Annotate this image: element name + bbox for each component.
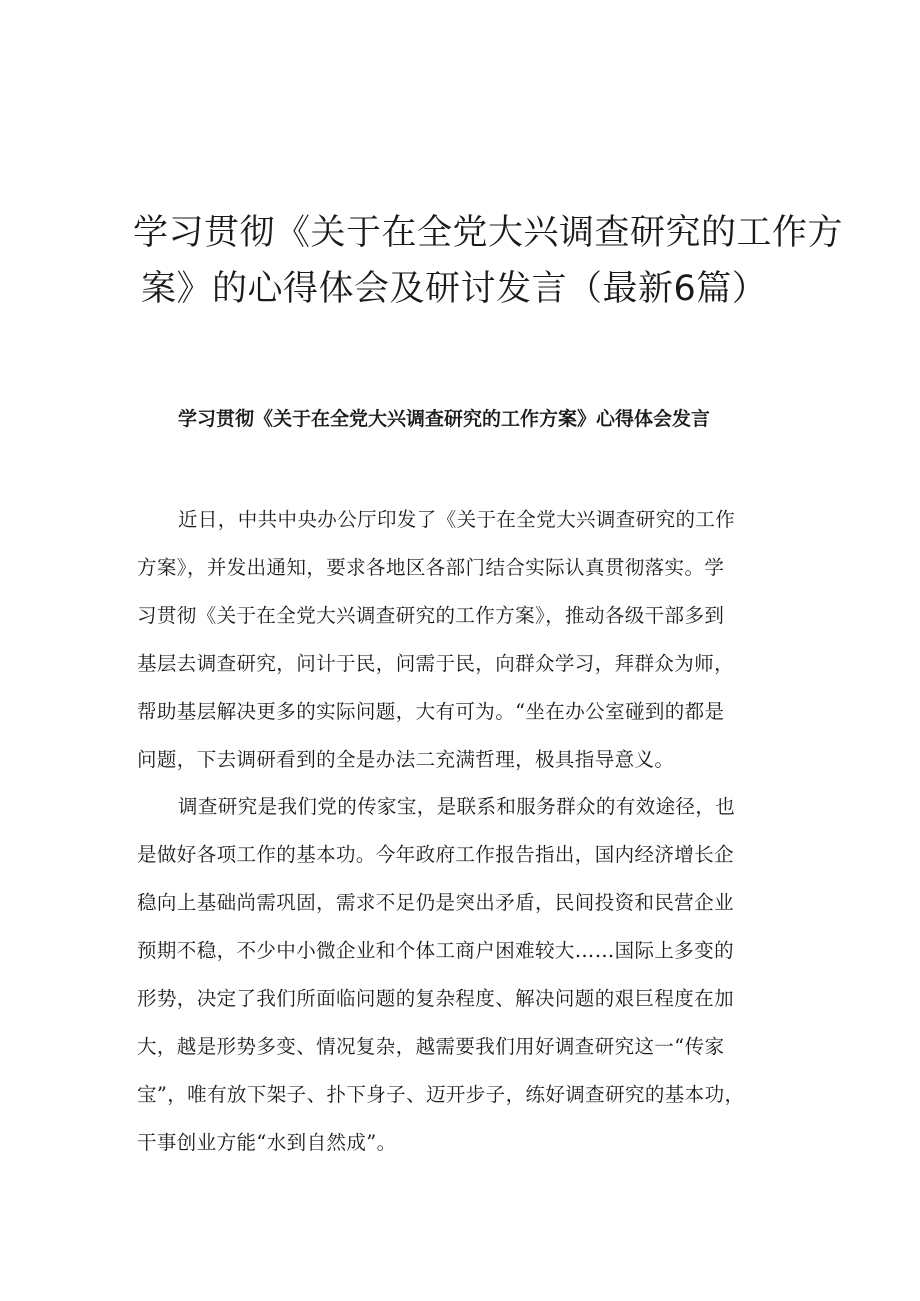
paragraph-2-line-6: 大，越是形势多变、情况复杂，越需要我们用好调查研究这一“传家 bbox=[137, 1035, 725, 1058]
paragraph-1-line-3: 习贯彻《关于在全党大兴调查研究的工作方案》，推动各级干部多到 bbox=[137, 604, 725, 627]
document-title-line-1: 学习贯彻《关于在全党大兴调查研究的工作方 bbox=[133, 213, 844, 253]
paragraph-2-line-1: 调查研究是我们党的传家宝，是联系和服务群众的有效途径，也 bbox=[178, 795, 736, 818]
paragraph-1 bbox=[137, 496, 817, 784]
paragraph-2-line-8: 干事创业方能“水到自然成”。 bbox=[137, 1131, 397, 1154]
paragraph-1-line-1: 近日，中共中央办公厅印发了《关于在全党大兴调查研究的工作 bbox=[178, 508, 736, 531]
paragraph-2-line-5: 形势，决定了我们所面临问题的复杂程度、解决问题的艰巨程度在加 bbox=[137, 987, 735, 1010]
paragraph-2-line-7: 宝”，唯有放下架子、扑下身子、迈开步子，练好调查研究的基本功， bbox=[137, 1083, 745, 1106]
section-heading: 学习贯彻《关于在全党大兴调查研究的工作方案》心得体会发言 bbox=[178, 408, 711, 430]
paragraph-2 bbox=[137, 783, 817, 1167]
paragraph-1-line-4: 基层去调查研究，问计于民，问需于民，向群众学习，拜群众为师， bbox=[137, 652, 735, 675]
paragraph-1-line-5: 帮助基层解决更多的实际问题，大有可为。“坐在办公室碰到的都是 bbox=[137, 700, 725, 723]
paragraph-1-line-6: 问题，下去调研看到的全是办法二充满哲理，极具指导意义。 bbox=[137, 748, 675, 771]
paragraph-2-line-3: 稳向上基础尚需巩固，需求不足仍是突出矛盾，民间投资和民营企业 bbox=[137, 891, 735, 914]
document-title-line-2: 案》的心得体会及研讨发言（最新6篇） bbox=[141, 269, 768, 309]
paragraph-2-line-2: 是做好各项工作的基本功。今年政府工作报告指出，国内经济增长企 bbox=[137, 843, 735, 866]
paragraph-2-line-4: 预期不稳，不少中小微企业和个体工商户困难较大……国际上多变的 bbox=[137, 939, 735, 962]
paragraph-1-line-2: 方案》，并发出通知，要求各地区各部门结合实际认真贯彻落实。学 bbox=[137, 556, 725, 579]
document-title bbox=[133, 205, 844, 317]
